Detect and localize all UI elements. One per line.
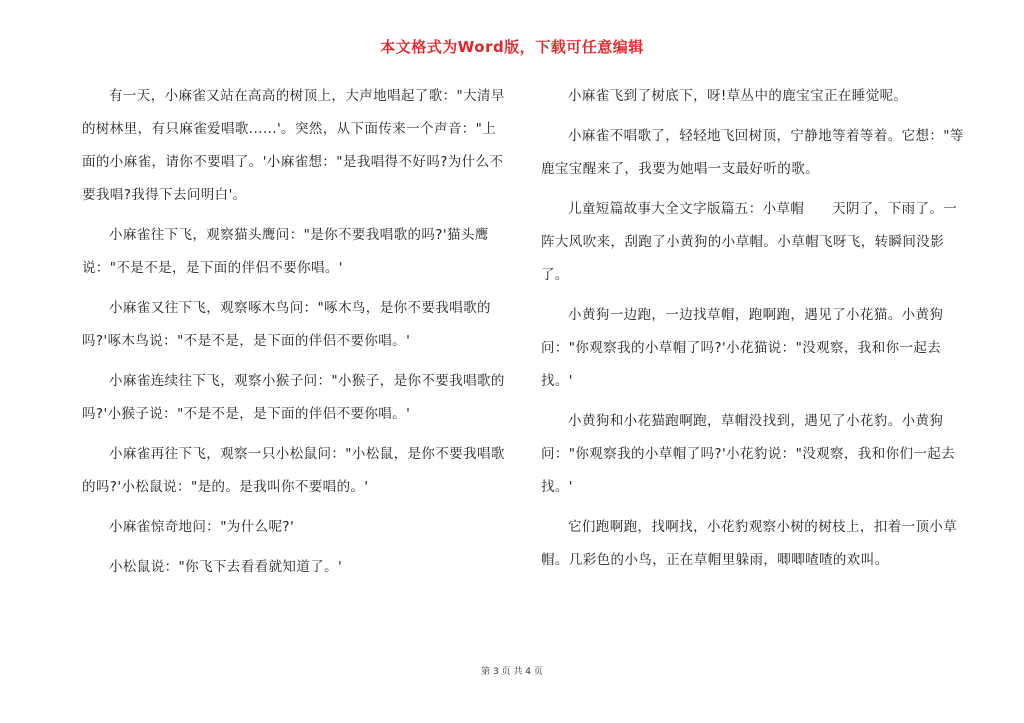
- paragraph: 小麻雀再往下飞，观察一只小松鼠问："小松鼠，是你不要我唱歌的吗?'小松鼠说："是的。是我叫你不要唱的。': [82, 446, 505, 495]
- paragraph: 小麻雀连续往下飞，观察小猴子问："小猴子，是你不要我唱歌的吗?'小猴子说："不是不是，是下面的伴侣不要你唱。': [82, 373, 505, 422]
- paragraph: 小麻雀飞到了树底下，呀!草丛中的鹿宝宝正在睡觉呢。: [568, 88, 908, 104]
- paragraph: 小麻雀又往下飞，观察啄木鸟问："啄木鸟，是你不要我唱歌的吗?'啄木鸟说："不是不是，是下面的伴侣不要你唱。': [82, 300, 491, 349]
- paragraph: 小黄狗和小花猫跑啊跑，草帽没找到，遇见了小花豹。小黄狗问："你观察我的小草帽了吗?'小花豹说："没观察，我和你们一起去找。': [541, 413, 956, 495]
- page-header-title: 本文格式为Word版，下载可任意编辑: [380, 38, 644, 56]
- page-number: 第 3 页 共 4 页: [481, 667, 543, 677]
- paragraph: 它们跑啊跑，找啊找，小花豹观察小树的树枝上，扣着一顶小草帽。几彩色的小鸟，正在草帽里躲雨，唧唧喳喳的欢叫。: [541, 519, 958, 568]
- paragraph: 小麻雀惊奇地问："为什么呢?': [109, 519, 295, 535]
- right-column: [541, 80, 965, 577]
- left-column: [82, 80, 506, 591]
- paragraph: 小麻雀往下飞，观察猫头鹰问："是你不要我唱歌的吗?'猫头鹰说："不是不是，是下面的伴侣不要你唱。': [82, 227, 489, 276]
- paragraph: 儿童短篇故事大全文字版篇五：小草帽 天阴了，下雨了。一阵大风吹来，刮跑了小黄狗的小草帽。小草帽飞呀飞，转瞬间没影了。: [541, 201, 958, 283]
- paragraph: 小松鼠说："你飞下去看看就知道了。': [109, 559, 343, 575]
- paragraph: 小麻雀不唱歌了，轻轻地飞回树顶，宁静地等着等着。它想："等鹿宝宝醒来了，我要为她唱一支最好听的歌。: [541, 128, 964, 177]
- paragraph: 小黄狗一边跑，一边找草帽，跑啊跑，遇见了小花猫。小黄狗问："你观察我的小草帽了吗?'小花猫说："没观察，我和你一起去找。': [541, 307, 944, 389]
- paragraph: 有一天，小麻雀又站在高高的树顶上，大声地唱起了歌："大清早的树林里，有只麻雀爱唱歌......'。突然，从下面传来一个声音："上面的小麻雀，请你不要唱了。'小麻雀想："是我唱得不好吗?为什么不要我唱?我得下去问明白'。: [82, 88, 505, 203]
